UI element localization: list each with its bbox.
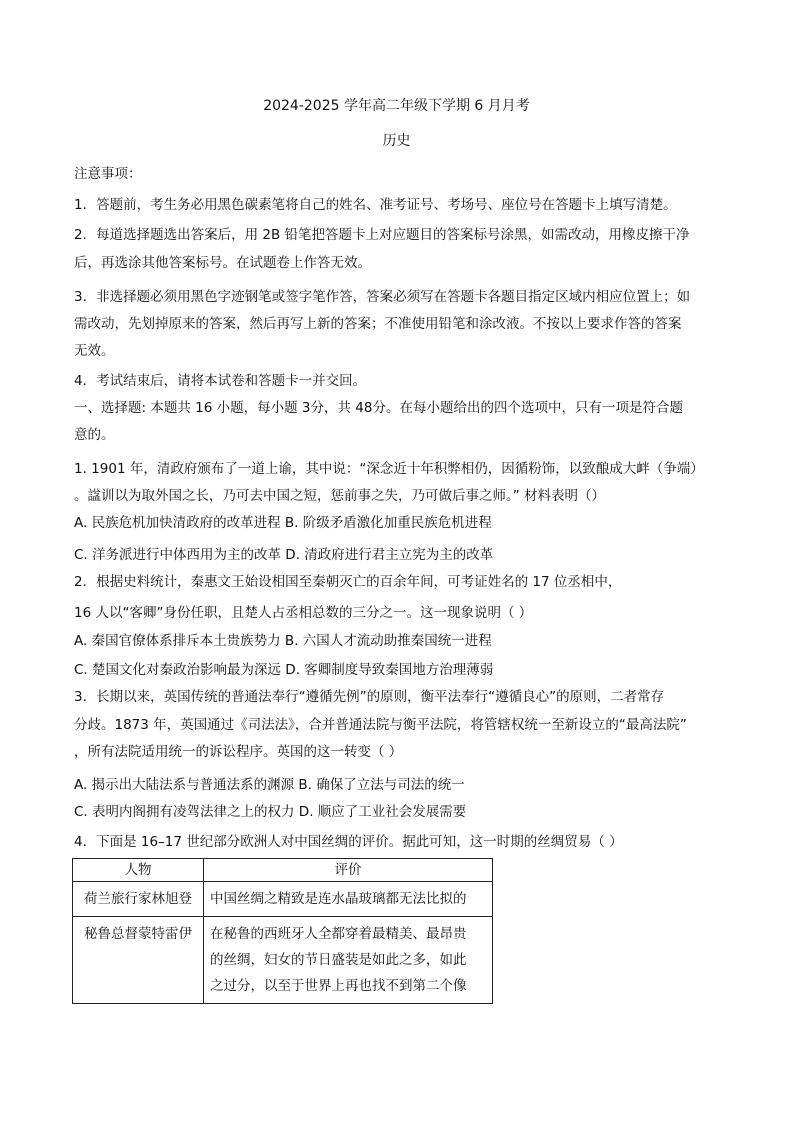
notice-item-1: 1．答题前，考生务必用黑色碳素笔将自己的姓名、准考证号、考场号、座位号在答题卡上填写清楚。 <box>74 197 677 213</box>
notice-item-2-line-2: 后，再选涂其他答案标号。在试题卷上作答无效。 <box>74 255 371 271</box>
table-header-evaluation: 评价 <box>204 859 493 882</box>
q3-options-cd: C. 表明内阁拥有凌驾法律之上的权力 D. 顺应了工业社会发展需要 <box>74 804 467 820</box>
table-row <box>73 882 493 917</box>
q3-options-ab: A. 揭示出大陆法系与普通法系的渊源 B. 确保了立法与司法的统一 <box>74 777 465 793</box>
q4-stem: 4．下面是 16–17 世纪部分欧洲人对中国丝绸的评价。据此可知，这一时期的丝绸贸易（ ） <box>74 834 623 850</box>
q1-stem-line-2: 。諡训以为取外国之长，乃可去中国之短，惩前事之失，乃可做后事之师。” 材料表明（） <box>74 488 606 504</box>
table-cell-person: 秘鲁总督蒙特雷伊 <box>73 917 204 1004</box>
notice-item-3-line-3: 无效。 <box>74 343 115 359</box>
q4-evaluation-table <box>72 858 493 1004</box>
q2-stem-line-2: 16 人以“客卿”身份任职，且楚人占丞相总数的三分之一。这一现象说明（ ） <box>74 605 533 621</box>
section-intro-line-2: 意的。 <box>74 427 115 443</box>
q1-options-ab: A. 民族危机加快清政府的改革进程 B. 阶级矛盾激化加重民族危机进程 <box>74 515 492 531</box>
notice-item-3-line-2: 需改动，先划掉原来的答案，然后再写上新的答案；不准使用铅笔和涂改液。不按以上要求作答的答案 <box>74 316 682 332</box>
q2-options-ab: A. 秦国官僚体系排斥本土贵族势力 B. 六国人才流动助推秦国统一进程 <box>74 633 492 649</box>
q1-options-cd: C. 洋务派进行中体西用为主的改革 D. 清政府进行君主立宪为主的改革 <box>74 547 494 563</box>
table-cell-evaluation <box>204 917 493 1004</box>
notice-heading: 注意事项： <box>74 166 142 182</box>
evaluation-line: 的丝绸，妇女的节日盛装是如此之多，如此 <box>210 952 467 968</box>
notice-item-3-line-1: 3．非选择题必须用黑色字迹钢笔或签字笔作答，答案必须写在答题卡各题目指定区域内相应位置上；如 <box>74 289 691 305</box>
notice-item-4: 4．考试结束后，请将本试卷和答题卡一并交回。 <box>74 373 367 389</box>
q2-stem-line-1: 2．根据史料统计，秦惠文王始设相国至秦朝灭亡的百余年间，可考证姓名的 17 位丞相中， <box>74 574 622 590</box>
table-cell-evaluation: 中国丝绸之精致是连水晶玻璃都无法比拟的 <box>204 882 493 917</box>
section-intro-line-1: 一、选择题: 本题共 16 小题，每小题 3分，共 48分。在每小题给出的四个选项中，只有一项是符合题 <box>74 400 683 416</box>
q1-stem-line-1: 1. 1901 年，清政府颁布了一道上谕，其中说：“深念近十年积弊相仍，因循粉饰，以致酿成大衅（争端） <box>74 461 704 477</box>
q2-options-cd: C. 楚国文化对秦政治影响最为深远 D. 客卿制度导致秦国地方治理薄弱 <box>74 662 494 678</box>
table-cell-person: 荷兰旅行家林旭登 <box>73 882 204 917</box>
subject-title: 历史 <box>382 133 411 149</box>
q3-stem-line-2: 分歧。1873 年，英国通过《司法法》，合并普通法院与衡平法院，将管辖权统一至新设立的“最高法院” <box>74 717 687 733</box>
q3-stem-line-1: 3．长期以来，英国传统的普通法奉行“遵循先例”的原则，衡平法奉行“遵循良心”的原则，二者常存 <box>74 689 665 705</box>
table-row <box>73 917 493 1004</box>
evaluation-line: 之过分，以至于世界上再也找不到第二个像 <box>210 978 467 994</box>
notice-item-2-line-1: 2．每道选择题选出答案后，用 2B 铅笔把答题卡上对应题目的答案标号涂黑，如需改动，用橡皮擦干净 <box>74 227 690 243</box>
table-header-row <box>73 859 493 882</box>
q3-stem-line-3: ，所有法院适用统一的诉讼程序。英国的这一转变（ ） <box>74 744 403 760</box>
exam-title: 2024-2025 学年高二年级下学期 6 月月考 <box>263 98 530 114</box>
evaluation-line: 在秘鲁的西班牙人全都穿着最精美、最昂贵 <box>210 926 467 942</box>
table-header-person: 人物 <box>73 859 204 882</box>
